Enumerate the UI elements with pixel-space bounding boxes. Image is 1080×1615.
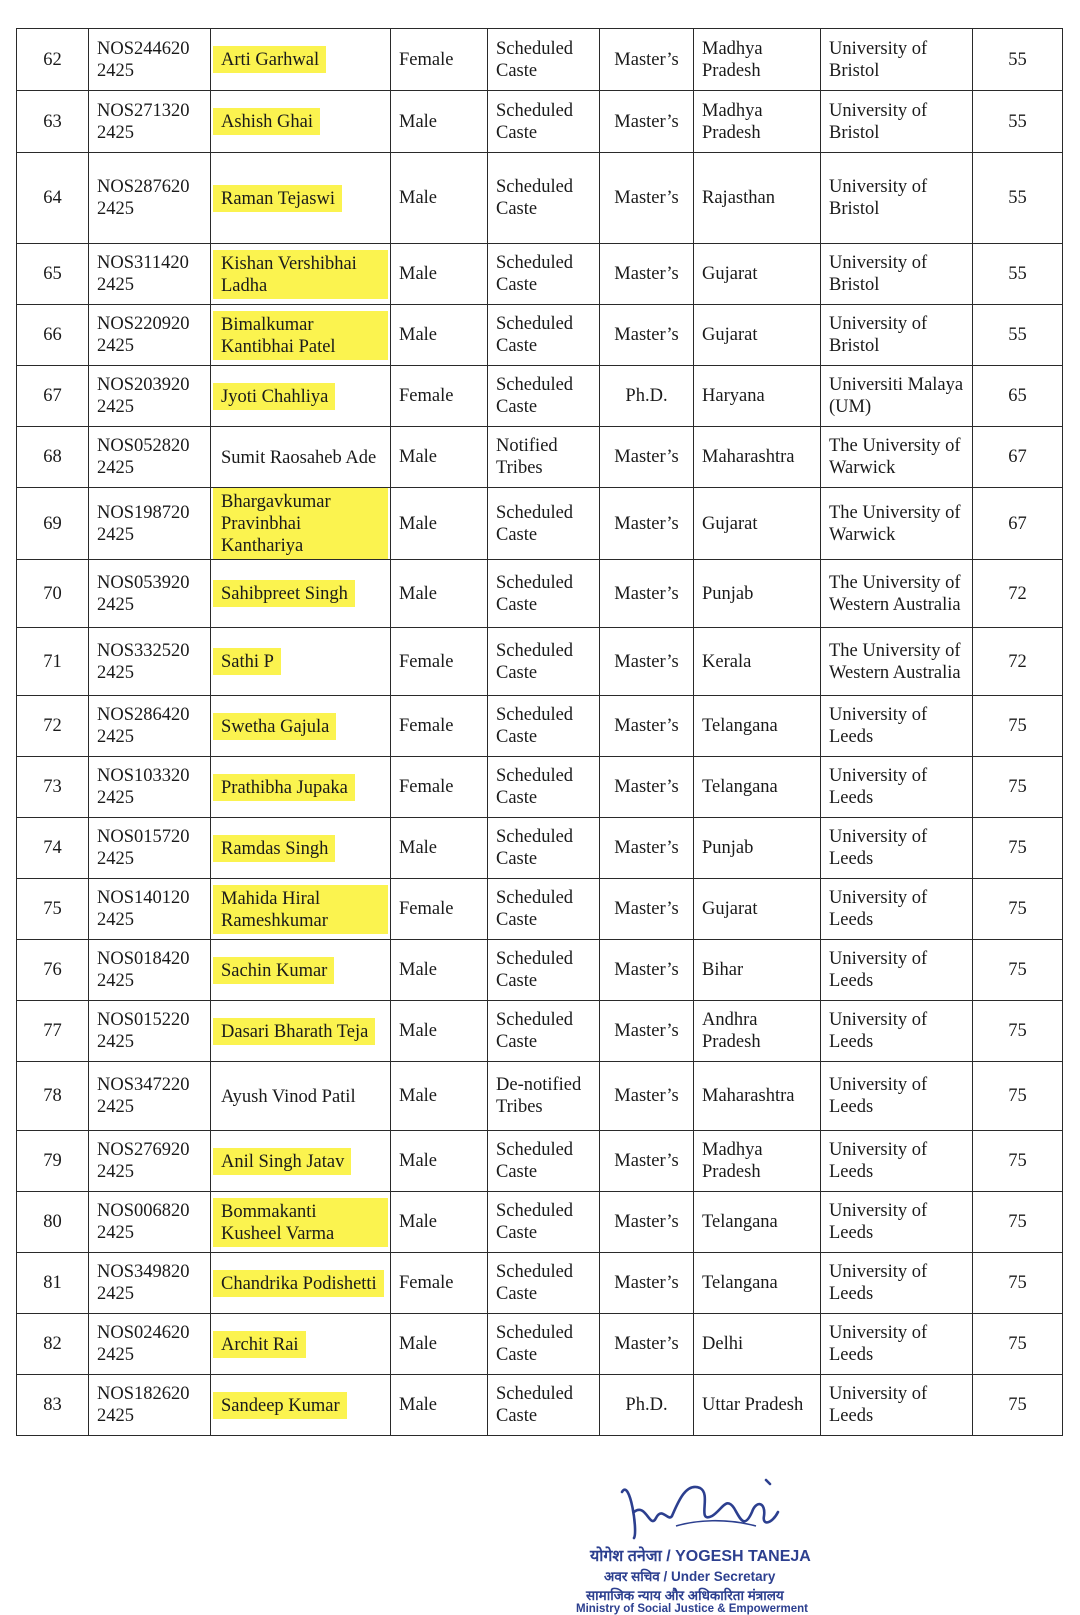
serial-number-cell: 69 [17, 488, 89, 560]
signatory-designation: अवर सचिव / Under Secretary [604, 1569, 776, 1584]
application-id-prefix: NOS103320 [97, 766, 190, 786]
application-id-suffix: 2425 [97, 336, 134, 356]
application-id-cell [89, 488, 211, 560]
university-rank-cell: 65 [973, 366, 1063, 427]
table-row [17, 366, 1063, 427]
table-row [17, 153, 1063, 244]
application-id-prefix: NOS140120 [97, 888, 190, 908]
table-row [17, 1001, 1063, 1062]
category-cell: Scheduled Caste [488, 244, 600, 305]
course-level-cell: Master’s [600, 940, 694, 1001]
application-id-suffix: 2425 [97, 1162, 134, 1182]
highlighted-candidate-name: Raman Tejaswi [213, 185, 342, 212]
application-id-prefix: NOS276920 [97, 1140, 190, 1160]
category-cell: Scheduled Caste [488, 1001, 600, 1062]
candidate-name-cell [211, 818, 391, 879]
university-cell: University of Leeds [821, 940, 973, 1001]
application-id-cell [89, 1062, 211, 1131]
category-cell: Scheduled Caste [488, 879, 600, 940]
application-id-prefix: NOS220920 [97, 314, 190, 334]
university-cell: University of Leeds [821, 1192, 973, 1253]
university-cell: The University of Warwick [821, 488, 973, 560]
serial-number-cell: 78 [17, 1062, 89, 1131]
application-id-prefix: NOS052820 [97, 436, 190, 456]
course-level-cell: Master’s [600, 427, 694, 488]
application-id-suffix: 2425 [97, 788, 134, 808]
serial-number-cell: 80 [17, 1192, 89, 1253]
gender-cell: Male [391, 488, 488, 560]
serial-number-cell: 64 [17, 153, 89, 244]
candidate-name-cell [211, 366, 391, 427]
candidate-name-cell [211, 427, 391, 488]
university-cell: University of Bristol [821, 305, 973, 366]
state-cell: Gujarat [694, 488, 821, 560]
highlighted-candidate-name: Mahida Hiral Rameshkumar [213, 885, 388, 934]
serial-number-cell: 71 [17, 628, 89, 696]
candidate-name-cell [211, 757, 391, 818]
candidate-name-cell [211, 1192, 391, 1253]
university-cell: The University of Warwick [821, 427, 973, 488]
university-cell: The University of Western Australia [821, 628, 973, 696]
serial-number-cell: 75 [17, 879, 89, 940]
application-id-suffix: 2425 [97, 849, 134, 869]
category-cell: Scheduled Caste [488, 940, 600, 1001]
gender-cell: Female [391, 757, 488, 818]
application-id-cell [89, 91, 211, 153]
state-cell: Maharashtra [694, 427, 821, 488]
highlighted-candidate-name: Anil Singh Jatav [213, 1148, 351, 1175]
gender-cell: Female [391, 366, 488, 427]
university-cell: University of Leeds [821, 696, 973, 757]
application-id-cell [89, 879, 211, 940]
candidate-name-cell [211, 1131, 391, 1192]
highlighted-candidate-name: Bimalkumar Kantibhai Patel [213, 311, 388, 360]
category-cell: Scheduled Caste [488, 1192, 600, 1253]
serial-number-cell: 67 [17, 366, 89, 427]
university-cell: University of Leeds [821, 1375, 973, 1436]
university-rank-cell: 75 [973, 1001, 1063, 1062]
university-rank-cell: 75 [973, 1375, 1063, 1436]
application-id-cell [89, 1001, 211, 1062]
course-level-cell: Master’s [600, 560, 694, 628]
course-level-cell: Master’s [600, 879, 694, 940]
gender-cell: Male [391, 1314, 488, 1375]
candidate-name-cell [211, 628, 391, 696]
course-level-cell: Master’s [600, 91, 694, 153]
candidate-name-cell [211, 1375, 391, 1436]
application-id-cell [89, 1253, 211, 1314]
candidate-name-cell [211, 879, 391, 940]
gender-cell: Male [391, 305, 488, 366]
application-id-cell [89, 427, 211, 488]
application-id-suffix: 2425 [97, 60, 134, 81]
candidate-name-cell [211, 244, 391, 305]
highlighted-candidate-name: Arti Garhwal [213, 46, 326, 73]
application-id-suffix: 2425 [97, 1032, 134, 1052]
category-cell: Scheduled Caste [488, 1314, 600, 1375]
university-cell: University of Leeds [821, 757, 973, 818]
state-cell: Gujarat [694, 879, 821, 940]
application-id-cell [89, 1375, 211, 1436]
category-cell: Scheduled Caste [488, 696, 600, 757]
application-id-prefix: NOS053920 [97, 572, 190, 593]
university-cell: University of Bristol [821, 29, 973, 91]
gender-cell: Female [391, 29, 488, 91]
application-id-suffix: 2425 [97, 727, 134, 747]
serial-number-cell: 68 [17, 427, 89, 488]
category-cell: Scheduled Caste [488, 1375, 600, 1436]
state-cell: Rajasthan [694, 153, 821, 244]
course-level-cell: Master’s [600, 305, 694, 366]
state-cell: Kerala [694, 628, 821, 696]
university-cell: University of Bristol [821, 91, 973, 153]
table-body [17, 29, 1063, 1436]
highlighted-candidate-name: Sachin Kumar [213, 957, 334, 984]
table-row [17, 940, 1063, 1001]
application-id-suffix: 2425 [97, 1406, 134, 1426]
application-id-suffix: 2425 [97, 397, 134, 417]
ministry-name-english: Ministry of Social Justice & Empowerment [576, 1603, 808, 1615]
highlighted-candidate-name: Archit Rai [213, 1331, 306, 1358]
serial-number-cell: 77 [17, 1001, 89, 1062]
course-level-cell: Master’s [600, 29, 694, 91]
university-rank-cell: 75 [973, 818, 1063, 879]
serial-number-cell: 70 [17, 560, 89, 628]
application-id-suffix: 2425 [97, 458, 134, 478]
university-rank-cell: 55 [973, 153, 1063, 244]
state-cell: Gujarat [694, 244, 821, 305]
application-id-cell [89, 757, 211, 818]
highlighted-candidate-name: Dasari Bharath Teja [213, 1018, 375, 1045]
gender-cell: Male [391, 244, 488, 305]
application-id-suffix: 2425 [97, 1284, 134, 1304]
signatory-name: योगेश तनेजा / YOGESH TANEJA [590, 1548, 811, 1565]
application-id-prefix: NOS349820 [97, 1262, 190, 1282]
course-level-cell: Master’s [600, 818, 694, 879]
course-level-cell: Master’s [600, 1192, 694, 1253]
state-cell: Telangana [694, 757, 821, 818]
highlighted-candidate-name: Bhargavkumar Pravinbhai Kanthariya [213, 488, 388, 559]
university-cell: University of Leeds [821, 818, 973, 879]
table-row [17, 560, 1063, 628]
course-level-cell: Master’s [600, 488, 694, 560]
application-id-suffix: 2425 [97, 275, 134, 295]
highlighted-candidate-name: Sathi P [213, 648, 281, 675]
university-rank-cell: 67 [973, 488, 1063, 560]
candidate-name-cell [211, 940, 391, 1001]
application-id-prefix: NOS287620 [97, 177, 190, 197]
state-cell: Madhya Pradesh [694, 1131, 821, 1192]
application-id-suffix: 2425 [97, 971, 134, 991]
state-cell: Telangana [694, 696, 821, 757]
candidate-name-cell [211, 305, 391, 366]
application-id-suffix: 2425 [97, 662, 134, 683]
serial-number-cell: 62 [17, 29, 89, 91]
candidate-name-cell [211, 1062, 391, 1131]
application-id-suffix: 2425 [97, 122, 134, 143]
application-id-suffix: 2425 [97, 910, 134, 930]
category-cell: Scheduled Caste [488, 757, 600, 818]
application-id-cell [89, 29, 211, 91]
table-row [17, 305, 1063, 366]
handwritten-signature [616, 1472, 786, 1544]
university-rank-cell: 72 [973, 628, 1063, 696]
course-level-cell: Master’s [600, 696, 694, 757]
candidate-name-cell [211, 91, 391, 153]
table-row [17, 1375, 1063, 1436]
application-id-prefix: NOS006820 [97, 1201, 190, 1221]
table-row [17, 757, 1063, 818]
state-cell: Uttar Pradesh [694, 1375, 821, 1436]
application-id-prefix: NOS244620 [97, 38, 190, 59]
gender-cell: Male [391, 153, 488, 244]
application-id-cell [89, 1192, 211, 1253]
application-id-prefix: NOS198720 [97, 502, 190, 523]
application-id-prefix: NOS182620 [97, 1384, 190, 1404]
university-rank-cell: 75 [973, 1192, 1063, 1253]
table-row [17, 818, 1063, 879]
application-id-suffix: 2425 [97, 524, 134, 545]
application-id-cell [89, 153, 211, 244]
gender-cell: Male [391, 1192, 488, 1253]
application-id-cell [89, 1314, 211, 1375]
table-row [17, 29, 1063, 91]
university-cell: The University of Western Australia [821, 560, 973, 628]
application-id-cell [89, 628, 211, 696]
university-rank-cell: 75 [973, 879, 1063, 940]
category-cell: Scheduled Caste [488, 1131, 600, 1192]
application-id-cell [89, 366, 211, 427]
candidate-name-cell [211, 153, 391, 244]
course-level-cell: Master’s [600, 1062, 694, 1131]
university-rank-cell: 75 [973, 1314, 1063, 1375]
state-cell: Telangana [694, 1253, 821, 1314]
candidate-name-cell [211, 696, 391, 757]
gender-cell: Male [391, 1375, 488, 1436]
gender-cell: Male [391, 1062, 488, 1131]
serial-number-cell: 83 [17, 1375, 89, 1436]
category-cell: Scheduled Caste [488, 488, 600, 560]
table-row [17, 1192, 1063, 1253]
university-rank-cell: 55 [973, 91, 1063, 153]
course-level-cell: Master’s [600, 153, 694, 244]
application-id-suffix: 2425 [97, 594, 134, 615]
highlighted-candidate-name: Sandeep Kumar [213, 1392, 347, 1419]
course-level-cell: Master’s [600, 628, 694, 696]
table-row [17, 488, 1063, 560]
application-id-suffix: 2425 [97, 1223, 134, 1243]
university-rank-cell: 55 [973, 305, 1063, 366]
application-id-prefix: NOS332520 [97, 640, 190, 661]
course-level-cell: Master’s [600, 757, 694, 818]
signature-stamp [570, 1472, 860, 1615]
application-id-prefix: NOS015720 [97, 827, 190, 847]
application-id-prefix: NOS347220 [97, 1075, 190, 1095]
table-row [17, 696, 1063, 757]
category-cell: Scheduled Caste [488, 153, 600, 244]
university-cell: University of Leeds [821, 1062, 973, 1131]
candidate-name-cell [211, 560, 391, 628]
university-rank-cell: 75 [973, 696, 1063, 757]
category-cell: Notified Tribes [488, 427, 600, 488]
category-cell: De-notified Tribes [488, 1062, 600, 1131]
application-id-cell [89, 560, 211, 628]
application-id-prefix: NOS203920 [97, 375, 190, 395]
state-cell: Madhya Pradesh [694, 29, 821, 91]
gender-cell: Male [391, 940, 488, 1001]
highlighted-candidate-name: Jyoti Chahliya [213, 383, 335, 410]
candidate-name-cell [211, 1001, 391, 1062]
university-rank-cell: 75 [973, 757, 1063, 818]
university-rank-cell: 75 [973, 1253, 1063, 1314]
highlighted-candidate-name: Ashish Ghai [213, 108, 320, 135]
university-cell: University of Leeds [821, 1131, 973, 1192]
application-id-prefix: NOS018420 [97, 949, 190, 969]
application-id-suffix: 2425 [97, 1345, 134, 1365]
university-cell: University of Leeds [821, 1314, 973, 1375]
serial-number-cell: 65 [17, 244, 89, 305]
candidate-name: Ayush Vinod Patil [221, 1086, 356, 1107]
ministry-name-hindi: सामाजिक न्याय और अधिकारिता मंत्रालय [586, 1588, 784, 1603]
state-cell: Madhya Pradesh [694, 91, 821, 153]
serial-number-cell: 73 [17, 757, 89, 818]
serial-number-cell: 76 [17, 940, 89, 1001]
application-id-prefix: NOS271320 [97, 100, 190, 121]
category-cell: Scheduled Caste [488, 628, 600, 696]
serial-number-cell: 72 [17, 696, 89, 757]
candidate-name-cell [211, 1253, 391, 1314]
application-id-prefix: NOS015220 [97, 1010, 190, 1030]
table-row [17, 879, 1063, 940]
application-id-prefix: NOS286420 [97, 705, 190, 725]
serial-number-cell: 79 [17, 1131, 89, 1192]
serial-number-cell: 82 [17, 1314, 89, 1375]
university-cell: University of Leeds [821, 1253, 973, 1314]
university-rank-cell: 55 [973, 244, 1063, 305]
serial-number-cell: 66 [17, 305, 89, 366]
gender-cell: Male [391, 91, 488, 153]
candidate-name-cell [211, 29, 391, 91]
university-cell: University of Bristol [821, 244, 973, 305]
highlighted-candidate-name: Kishan Vershibhai Ladha [213, 250, 388, 299]
table-row [17, 1131, 1063, 1192]
gender-cell: Female [391, 696, 488, 757]
candidate-name-cell [211, 488, 391, 560]
highlighted-candidate-name: Prathibha Jupaka [213, 774, 355, 801]
table-row [17, 628, 1063, 696]
serial-number-cell: 63 [17, 91, 89, 153]
state-cell: Delhi [694, 1314, 821, 1375]
gender-cell: Male [391, 427, 488, 488]
application-id-cell [89, 1131, 211, 1192]
application-id-cell [89, 244, 211, 305]
application-id-cell [89, 696, 211, 757]
course-level-cell: Master’s [600, 1253, 694, 1314]
category-cell: Scheduled Caste [488, 818, 600, 879]
table-row [17, 244, 1063, 305]
course-level-cell: Master’s [600, 244, 694, 305]
state-cell: Punjab [694, 818, 821, 879]
application-id-cell [89, 940, 211, 1001]
course-level-cell: Master’s [600, 1314, 694, 1375]
state-cell: Gujarat [694, 305, 821, 366]
highlighted-candidate-name: Swetha Gajula [213, 713, 336, 740]
application-id-cell [89, 305, 211, 366]
selection-table [16, 28, 1063, 1436]
state-cell: Punjab [694, 560, 821, 628]
state-cell: Telangana [694, 1192, 821, 1253]
course-level-cell: Master’s [600, 1131, 694, 1192]
gender-cell: Female [391, 1253, 488, 1314]
serial-number-cell: 74 [17, 818, 89, 879]
gender-cell: Female [391, 879, 488, 940]
course-level-cell: Ph.D. [600, 366, 694, 427]
university-rank-cell: 75 [973, 1062, 1063, 1131]
gender-cell: Female [391, 628, 488, 696]
category-cell: Scheduled Caste [488, 29, 600, 91]
course-level-cell: Master’s [600, 1001, 694, 1062]
university-rank-cell: 75 [973, 1131, 1063, 1192]
application-id-prefix: NOS311420 [97, 253, 189, 273]
course-level-cell: Ph.D. [600, 1375, 694, 1436]
candidate-name: Sumit Raosaheb Ade [221, 447, 377, 468]
university-cell: University of Leeds [821, 879, 973, 940]
university-rank-cell: 72 [973, 560, 1063, 628]
category-cell: Scheduled Caste [488, 366, 600, 427]
highlighted-candidate-name: Sahibpreet Singh [213, 580, 355, 607]
university-rank-cell: 67 [973, 427, 1063, 488]
application-id-suffix: 2425 [97, 199, 134, 219]
table-row [17, 91, 1063, 153]
highlighted-candidate-name: Bommakanti Kusheel Varma [213, 1198, 388, 1247]
university-rank-cell: 75 [973, 940, 1063, 1001]
table-row [17, 1062, 1063, 1131]
state-cell: Maharashtra [694, 1062, 821, 1131]
serial-number-cell: 81 [17, 1253, 89, 1314]
application-id-cell [89, 818, 211, 879]
highlighted-candidate-name: Chandrika Podishetti [213, 1270, 384, 1297]
category-cell: Scheduled Caste [488, 1253, 600, 1314]
university-cell: University of Leeds [821, 1001, 973, 1062]
table-row [17, 1253, 1063, 1314]
state-cell: Andhra Pradesh [694, 1001, 821, 1062]
category-cell: Scheduled Caste [488, 305, 600, 366]
table-row [17, 427, 1063, 488]
gender-cell: Male [391, 818, 488, 879]
university-rank-cell: 55 [973, 29, 1063, 91]
university-cell: Universiti Malaya (UM) [821, 366, 973, 427]
university-cell: University of Bristol [821, 153, 973, 244]
scholarship-list-sheet [16, 28, 1062, 1436]
gender-cell: Male [391, 1001, 488, 1062]
gender-cell: Male [391, 560, 488, 628]
gender-cell: Male [391, 1131, 488, 1192]
category-cell: Scheduled Caste [488, 91, 600, 153]
category-cell: Scheduled Caste [488, 560, 600, 628]
highlighted-candidate-name: Ramdas Singh [213, 835, 335, 862]
application-id-prefix: NOS024620 [97, 1323, 190, 1343]
state-cell: Bihar [694, 940, 821, 1001]
candidate-name-cell [211, 1314, 391, 1375]
table-row [17, 1314, 1063, 1375]
application-id-suffix: 2425 [97, 1097, 134, 1117]
state-cell: Haryana [694, 366, 821, 427]
